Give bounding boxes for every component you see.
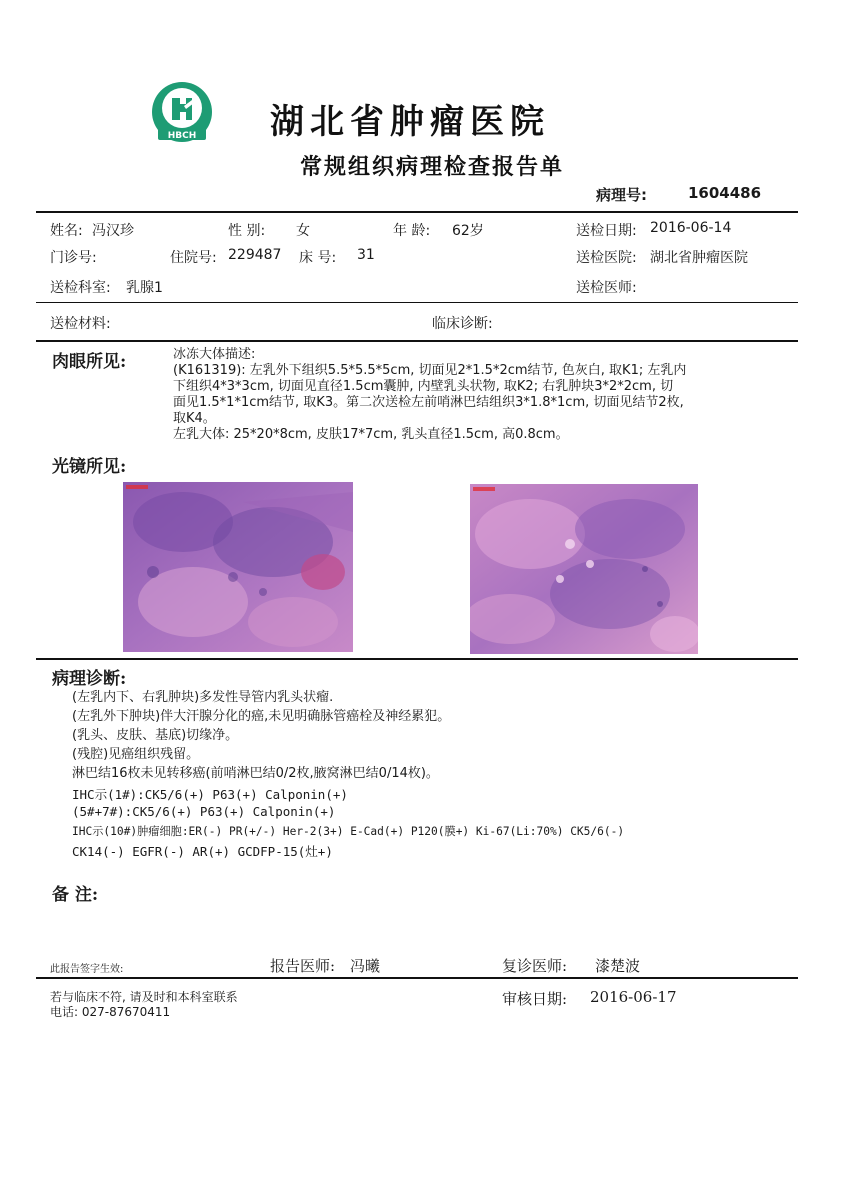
dept: 乳腺1 [126,280,163,296]
material-label: 送检材料: [50,316,111,332]
clinic-no-label: 门诊号: [50,250,97,266]
svg-text:HBCH: HBCH [167,131,197,141]
micrograph-left [123,482,353,652]
material-divider [36,340,798,342]
remarks-heading: 备 注: [52,885,99,905]
patient-age: 62岁 [452,223,484,239]
micro-divider [36,658,798,660]
micrograph-right [470,484,698,654]
bed-no-label: 床 号: [299,250,337,266]
audit-date-label: 审核日期: [502,990,568,1008]
patient-name-label: 姓名: [50,223,83,239]
review-doctor-label: 复诊医师: [502,957,568,975]
patient-name: 冯汉珍 [92,223,134,239]
patient-sex-label: 性 别: [228,223,266,239]
ihc-line: (5#+7#):CK5/6(+) P63(+) Calponin(+) [72,804,336,819]
send-doctor-label: 送检医师: [576,280,637,296]
gross-line: 左乳大体: 25*20*8cm, 皮肤17*7cm, 乳头直径1.5cm, 高0.8cm。 [173,427,569,442]
dept-label: 送检科室: [50,280,111,296]
inpatient-no-label: 住院号: [170,250,217,266]
pathology-no-label: 病理号: [596,186,647,204]
header-divider [36,211,798,213]
report-doctor-label: 报告医师: [270,957,336,975]
inpatient-no: 229487 [228,247,282,263]
report-title: 常规组织病理检查报告单 [300,154,565,180]
footer-divider [36,977,798,979]
gross-line: (K161319): 左乳外下组织5.5*5.5*5cm, 切面见2*1.5*2cm结节, 色灰白, 取K1; 左乳内 [173,363,687,378]
send-date-label: 送检日期: [576,223,637,239]
gross-line: 面见1.5*1*1cm结节, 取K3。第二次送检左前哨淋巴结组织3*1.8*1cm, 切面见结节2枚, [173,395,684,410]
send-hospital: 湖北省肿瘤医院 [650,250,748,266]
hospital-logo [150,80,214,144]
phone: 电话: 027-87670411 [50,1005,171,1019]
micro-heading: 光镜所见: [52,457,127,477]
ihc-line: CK14(-) EGFR(-) AR(+) GCDFP-15(灶+) [72,844,333,859]
ihc-line: IHC示(10#)肿瘤细胞:ER(-) PR(+/-) Her-2(3+) E-Cad(+) P120(膜+) Ki-67(Li:70%) CK5/6(-) [72,825,625,838]
diagnosis-line: (左乳外下肿块)伴大汗腺分化的癌,未见明确脉管癌栓及神经累犯。 [72,709,451,724]
diagnosis-line: (左乳内下、右乳肿块)多发性导管内乳头状瘤. [72,690,334,705]
diagnosis-line: (乳头、皮肤、基底)切缘净。 [72,728,239,743]
ihc-line: IHC示(1#):CK5/6(+) P63(+) Calponin(+) [72,787,348,802]
gross-line: 下组织4*3*3cm, 切面见直径1.5cm囊肿, 内壁乳头状物, 取K2; 右乳肿块3*2*2cm, 切 [173,379,674,394]
contact-note: 若与临床不符, 请及时和本科室联系 [50,990,238,1004]
bed-no: 31 [357,247,375,263]
send-hospital-label: 送检医院: [576,250,637,266]
pathology-no-value: 1604486 [688,184,762,202]
patient-age-label: 年 龄: [393,223,431,239]
audit-date: 2016-06-17 [590,988,677,1006]
signature-note: 此报告签字生效: [50,964,124,975]
report-doctor: 冯曦 [350,957,381,975]
diagnosis-heading: 病理诊断: [52,669,127,689]
diagnosis-line: (残腔)见癌组织残留。 [72,747,200,762]
gross-line: 取K4。 [173,411,216,426]
review-doctor: 漆楚波 [595,957,641,975]
patient-sex: 女 [296,223,310,239]
gross-line: 冰冻大体描述: [173,347,256,362]
info-divider [36,302,798,303]
hospital-name: 湖北省肿瘤医院 [270,102,550,142]
diagnosis-line: 淋巴结16枚未见转移癌(前哨淋巴结0/2枚,腋窝淋巴结0/14枚)。 [72,766,439,781]
send-date: 2016-06-14 [650,220,732,236]
clinical-dx-label: 临床诊断: [432,316,493,332]
gross-heading: 肉眼所见: [52,352,127,372]
